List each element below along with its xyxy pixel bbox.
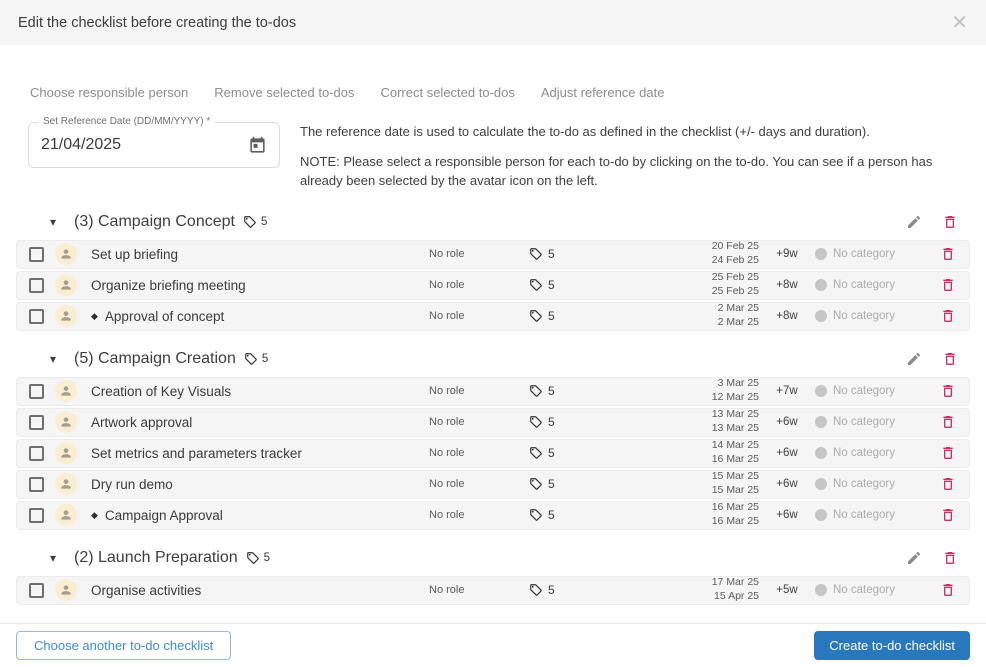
todo-date-end: 13 Mar 25 (711, 422, 759, 434)
tag-icon (529, 309, 543, 323)
edit-section-icon[interactable] (906, 351, 922, 367)
todo-category-label: No category (833, 279, 896, 291)
todo-tag-count: 5 (548, 309, 555, 323)
delete-section-icon[interactable] (942, 214, 958, 230)
delete-todo-icon[interactable] (940, 445, 956, 461)
tag-icon (529, 247, 543, 261)
section-rows (16, 240, 970, 331)
todo-name (91, 278, 429, 293)
person-icon (59, 309, 73, 323)
todo-dates (659, 470, 759, 497)
delete-section-icon[interactable] (942, 351, 958, 367)
todo-date-start: 14 Mar 25 (711, 439, 759, 452)
todo-week-offset: +9w (776, 248, 798, 260)
section-rows (16, 377, 970, 530)
todo-dates (659, 408, 759, 435)
todo-category (815, 416, 927, 428)
delete-todo-icon[interactable] (940, 476, 956, 492)
person-icon (59, 446, 73, 460)
todo-tag-count: 5 (548, 446, 555, 460)
todo-row[interactable] (16, 377, 970, 406)
category-dot-icon (815, 248, 827, 260)
todo-week-offset: +6w (776, 478, 798, 490)
todo-role: No role (429, 385, 465, 397)
todo-dates (659, 377, 759, 404)
close-icon[interactable]: ✕ (951, 11, 968, 34)
category-dot-icon (815, 279, 827, 291)
todo-date-start: 17 Mar 25 (711, 576, 759, 589)
todo-date-end: 16 Mar 25 (711, 453, 759, 465)
todo-dates (659, 576, 759, 603)
todo-category (815, 279, 927, 291)
todo-name (91, 446, 429, 461)
todo-role: No role (429, 584, 465, 596)
tag-icon (529, 446, 543, 460)
todo-week-offset: +8w (776, 310, 798, 322)
person-icon (59, 508, 73, 522)
tag-icon (529, 508, 543, 522)
todo-tag (529, 415, 659, 429)
section-tag (243, 215, 267, 229)
delete-todo-icon[interactable] (940, 507, 956, 523)
todo-tag (529, 508, 659, 522)
todo-date-start: 2 Mar 25 (717, 302, 759, 315)
description-line1: The reference date is used to calculate the to-do as defined in the checklist (+/- days and duration). (300, 124, 870, 139)
avatar (55, 473, 77, 495)
section-tag (246, 551, 270, 565)
todo-row[interactable] (16, 501, 970, 530)
todo-role: No role (429, 447, 465, 459)
todo-category (815, 478, 927, 490)
todo-name-label: Set metrics and parameters tracker (91, 445, 302, 461)
todo-category-label: No category (833, 310, 896, 322)
checklist-section (16, 543, 970, 605)
todo-date-end: 15 Mar 25 (711, 484, 759, 496)
category-dot-icon (815, 310, 827, 322)
todo-week-offset: +7w (776, 385, 798, 397)
modal-title: Edit the checklist before creating the to-dos (18, 14, 297, 31)
todo-row[interactable] (16, 240, 970, 269)
todo-name (91, 477, 429, 492)
todo-name-label: Organise activities (91, 582, 202, 598)
tag-icon (529, 415, 543, 429)
chevron-down-icon[interactable]: ▾ (50, 214, 57, 229)
todo-role: No role (429, 416, 465, 428)
todo-tag (529, 446, 659, 460)
section-header (16, 344, 970, 374)
reference-date-value[interactable]: 21/04/2025 (41, 136, 122, 153)
tag-icon (529, 278, 543, 292)
todo-row[interactable] (16, 408, 970, 437)
tab-remove-selected-todos[interactable]: Remove selected to-dos (214, 85, 355, 100)
todo-week-offset: +6w (776, 416, 798, 428)
tag-icon (244, 352, 258, 366)
section-tag-count: 5 (261, 352, 269, 365)
avatar (55, 442, 77, 464)
delete-todo-icon[interactable] (940, 582, 956, 598)
section-title: (5) Campaign Creation (74, 349, 236, 367)
todo-week-offset: +8w (776, 279, 798, 291)
section-tag-count: 5 (260, 215, 268, 228)
row-checkbox[interactable] (29, 508, 44, 523)
section-title: (3) Campaign Concept (74, 212, 235, 230)
todo-tag-count: 5 (548, 415, 555, 429)
row-checkbox[interactable] (29, 446, 44, 461)
todo-tag-count: 5 (548, 384, 555, 398)
todo-name (91, 415, 429, 430)
todo-role: No role (429, 478, 465, 490)
row-checkbox[interactable] (29, 583, 44, 598)
section-rows (16, 576, 970, 605)
todo-name-label: Artwork approval (91, 414, 193, 430)
create-todo-checklist-button[interactable]: Create to-do checklist (814, 631, 970, 660)
delete-todo-icon[interactable] (940, 414, 956, 430)
category-dot-icon (815, 478, 827, 490)
todo-category-label: No category (833, 416, 896, 428)
milestone-icon: ◆ (91, 509, 98, 520)
chevron-down-icon[interactable]: ▾ (50, 550, 57, 565)
tab-correct-selected-todos[interactable]: Correct selected to-dos (380, 85, 515, 100)
todo-category (815, 310, 927, 322)
category-dot-icon (815, 584, 827, 596)
todo-category-label: No category (833, 248, 896, 260)
todo-name (91, 384, 429, 399)
checklist-section (16, 207, 970, 331)
todo-row[interactable] (16, 470, 970, 499)
row-checkbox[interactable] (29, 415, 44, 430)
todo-name (91, 247, 429, 262)
reference-date-label: Set Reference Date (DD/MM/YYYY) * (38, 116, 215, 127)
avatar (55, 380, 77, 402)
person-icon (59, 583, 73, 597)
todo-date-start: 20 Feb 25 (711, 240, 759, 253)
todo-date-start: 13 Mar 25 (711, 408, 759, 421)
todo-name-label: Campaign Approval (104, 507, 223, 523)
reference-date-field[interactable] (28, 116, 280, 168)
avatar (55, 579, 77, 601)
todo-date-end: 25 Feb 25 (711, 285, 759, 297)
todo-date-end: 16 Mar 25 (711, 515, 759, 527)
todo-row[interactable] (16, 302, 970, 331)
category-dot-icon (815, 447, 827, 459)
todo-row[interactable] (16, 576, 970, 605)
todo-name (91, 309, 429, 324)
todo-tag-count: 5 (548, 508, 555, 522)
person-icon (59, 247, 73, 261)
row-checkbox[interactable] (29, 384, 44, 399)
person-icon (59, 384, 73, 398)
todo-category (815, 248, 927, 260)
sections-container (0, 191, 986, 605)
todo-row[interactable] (16, 271, 970, 300)
todo-dates (659, 439, 759, 466)
section-header (16, 207, 970, 237)
section-header (16, 543, 970, 573)
tab-choose-responsible-person[interactable]: Choose responsible person (30, 85, 189, 100)
todo-date-start: 16 Mar 25 (711, 501, 759, 514)
todo-name-label: Organize briefing meeting (91, 277, 246, 293)
tag-icon (529, 384, 543, 398)
description-text (300, 122, 966, 191)
todo-name-label: Approval of concept (104, 308, 225, 324)
category-dot-icon (815, 509, 827, 521)
todo-category (815, 584, 927, 596)
todo-category-label: No category (833, 584, 896, 596)
todo-date-end: 2 Mar 25 (717, 316, 759, 328)
todo-date-start: 15 Mar 25 (711, 470, 759, 483)
tab-adjust-reference-date[interactable]: Adjust reference date (540, 85, 665, 100)
todo-category (815, 385, 927, 397)
section-tag-count: 5 (263, 551, 271, 564)
avatar (55, 243, 77, 265)
category-dot-icon (815, 385, 827, 397)
tag-icon (246, 551, 260, 565)
todo-category-label: No category (833, 478, 896, 490)
todo-name (91, 583, 429, 598)
row-checkbox[interactable] (29, 309, 44, 324)
modal-footer (0, 623, 986, 667)
milestone-icon: ◆ (91, 310, 98, 321)
todo-dates (659, 240, 759, 267)
todo-row[interactable] (16, 439, 970, 468)
checklist-section (16, 344, 970, 530)
todo-category (815, 509, 927, 521)
tag-icon (243, 215, 257, 229)
todo-dates (659, 302, 759, 329)
action-tabs (0, 85, 986, 100)
todo-date-start: 25 Feb 25 (711, 271, 759, 284)
todo-tag (529, 278, 659, 292)
todo-category-label: No category (833, 447, 896, 459)
delete-todo-icon[interactable] (940, 246, 956, 262)
row-checkbox[interactable] (29, 477, 44, 492)
person-icon (59, 278, 73, 292)
category-dot-icon (815, 416, 827, 428)
person-icon (59, 415, 73, 429)
todo-tag-count: 5 (548, 477, 555, 491)
todo-date-end: 24 Feb 25 (711, 254, 759, 266)
todo-role: No role (429, 248, 465, 260)
row-checkbox[interactable] (29, 278, 44, 293)
todo-tag-count: 5 (548, 278, 555, 292)
todo-week-offset: +6w (776, 447, 798, 459)
delete-todo-icon[interactable] (940, 277, 956, 293)
todo-week-offset: +6w (776, 509, 798, 521)
todo-role: No role (429, 310, 465, 322)
todo-category-label: No category (833, 509, 896, 521)
avatar (55, 305, 77, 327)
todo-category (815, 447, 927, 459)
todo-dates (659, 271, 759, 298)
avatar (55, 411, 77, 433)
row-checkbox[interactable] (29, 247, 44, 262)
delete-section-icon[interactable] (942, 550, 958, 566)
todo-week-offset: +5w (776, 584, 798, 596)
todo-name-label: Set up briefing (91, 246, 179, 262)
section-title: (2) Launch Preparation (74, 548, 238, 566)
todo-tag (529, 384, 659, 398)
todo-tag (529, 583, 659, 597)
choose-another-checklist-button[interactable]: Choose another to-do checklist (16, 631, 231, 660)
reference-date-row (0, 100, 986, 191)
description-line2: NOTE: Please select a responsible person for each to-do by clicking on the to-do. You can see if a person has already been selected by the avatar icon on the left. (300, 153, 933, 188)
delete-todo-icon[interactable] (940, 308, 956, 324)
delete-todo-icon[interactable] (940, 383, 956, 399)
todo-tag-count: 5 (548, 247, 555, 261)
todo-tag (529, 309, 659, 323)
todo-date-start: 3 Mar 25 (717, 377, 759, 390)
tag-icon (529, 583, 543, 597)
calendar-icon[interactable] (248, 136, 267, 155)
person-icon (59, 477, 73, 491)
chevron-down-icon[interactable]: ▾ (50, 351, 57, 366)
todo-tag (529, 477, 659, 491)
todo-name (91, 508, 429, 523)
avatar (55, 274, 77, 296)
todo-name-label: Creation of Key Visuals (91, 383, 232, 399)
todo-dates (659, 501, 759, 528)
todo-category-label: No category (833, 385, 896, 397)
todo-role: No role (429, 279, 465, 291)
todo-date-end: 15 Apr 25 (714, 590, 759, 602)
avatar (55, 504, 77, 526)
edit-section-icon[interactable] (906, 550, 922, 566)
modal-header (0, 0, 986, 45)
todo-date-end: 12 Mar 25 (711, 391, 759, 403)
todo-role: No role (429, 509, 465, 521)
section-tag (244, 352, 268, 366)
todo-tag-count: 5 (548, 583, 555, 597)
todo-tag (529, 247, 659, 261)
edit-section-icon[interactable] (906, 214, 922, 230)
tag-icon (529, 477, 543, 491)
todo-name-label: Dry run demo (91, 476, 173, 492)
